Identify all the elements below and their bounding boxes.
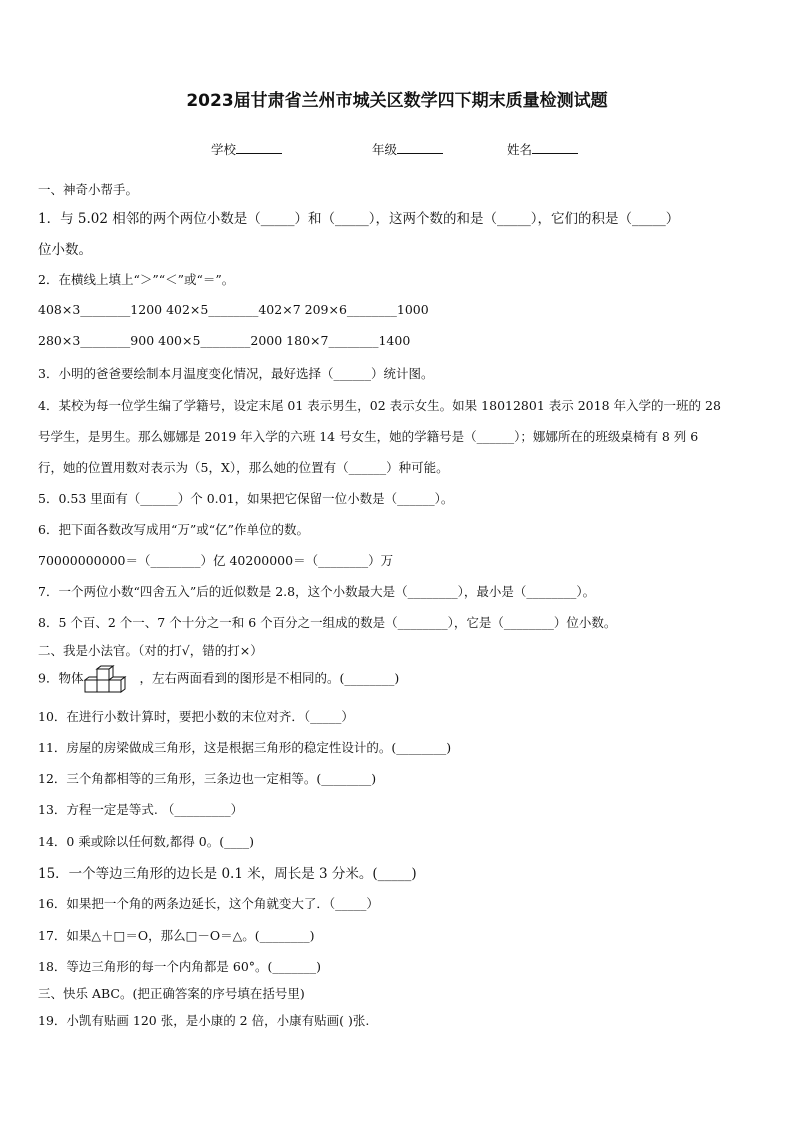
question-17: 17．如果△＋□＝O，那么□－O＝△。(________): [38, 928, 315, 943]
question-19: 19．小凯有贴画 120 张，是小康的 2 倍，小康有贴画( )张.: [38, 1013, 370, 1028]
question-6-row: 70000000000＝（________）亿 40200000＝（________）万: [38, 553, 394, 568]
page-title: 2023届甘肃省兰州市城关区数学四下期末质量检测试题: [186, 91, 608, 111]
grade-blank: [397, 141, 443, 154]
question-11: 11．房屋的房梁做成三角形，这是根据三角形的稳定性设计的。(________): [38, 740, 452, 755]
section-2-heading: 二、我是小法官。（对的打√，错的打×）: [38, 643, 263, 658]
question-2-row-1: 408×3________1200 402×5________402×7 209×6________1000: [38, 302, 429, 317]
question-9: [38, 664, 399, 694]
grade-label: 年级: [372, 142, 398, 157]
question-10: 10．在进行小数计算时，要把小数的末位对齐．（_____）: [38, 709, 354, 724]
stacked-cubes-icon: [83, 664, 139, 694]
question-15: 15．一个等边三角形的边长是 0.1 米，周长是 3 分米。(_____): [38, 866, 417, 882]
question-2: 2．在横线上填上“＞”“＜”或“＝”。: [38, 272, 235, 287]
question-1-cont: 位小数。: [38, 242, 92, 258]
question-2-row-2: 280×3________900 400×5________2000 180×7________1400: [38, 333, 411, 348]
question-9-suffix: ，左右两面看到的图形是不相同的。(________): [139, 670, 400, 686]
question-4-cont-2: 行，她的位置用数对表示为（5，X），那么她的位置有（______）种可能。: [38, 460, 449, 475]
name-label: 姓名: [507, 142, 533, 157]
section-3-heading: 三、快乐 ABC。(把正确答案的序号填在括号里): [38, 986, 305, 1001]
section-1-heading: 一、神奇小帮手。: [38, 182, 139, 197]
question-8: 8．5 个百、2 个一、7 个十分之一和 6 个百分之一组成的数是（________），它是（________）位小数。: [38, 615, 617, 630]
school-field: [211, 140, 282, 158]
school-label: 学校: [211, 142, 237, 157]
question-7: 7．一个两位小数“四舍五入”后的近似数是 2.8，这个小数最大是（________），最小是（________）。: [38, 584, 596, 599]
question-13: 13．方程一定是等式. （_________）: [38, 802, 244, 817]
question-5: 5．0.53 里面有（______）个 0.01，如果把它保留一位小数是（______）。: [38, 491, 454, 506]
question-6: 6．把下面各数改写成用“万”或“亿”作单位的数。: [38, 522, 310, 537]
question-4-cont-1: 号学生，是男生。那么娜娜是 2019 年入学的六班 14 号女生，她的学籍号是（______）；娜娜所在的班级桌椅有 8 列 6: [38, 429, 699, 444]
question-9-prefix: 9．物体: [38, 670, 84, 686]
grade-field: [372, 140, 443, 158]
question-1: 1．与 5.02 相邻的两个两位小数是（_____）和（_____），这两个数的和是（_____），它们的积是（_____）: [38, 211, 680, 227]
question-14: 14．0 乘或除以任何数,都得 0。(____): [38, 834, 254, 849]
name-blank: [532, 141, 578, 154]
question-3: 3．小明的爸爸要绘制本月温度变化情况，最好选择（______）统计图。: [38, 366, 434, 381]
question-12: 12．三个角都相等的三角形，三条边也一定相等。(________): [38, 771, 377, 786]
school-blank: [236, 141, 282, 154]
question-4: 4．某校为每一位学生编了学籍号，设定末尾 01 表示男生，02 表示女生。如果 18012801 表示 2018 年入学的一班的 28: [38, 398, 721, 413]
question-18: 18．等边三角形的每一个内角都是 60°。(_______): [38, 959, 322, 974]
name-field: [507, 140, 578, 158]
question-16: 16．如果把一个角的两条边延长，这个角就变大了．（_____）: [38, 896, 379, 911]
